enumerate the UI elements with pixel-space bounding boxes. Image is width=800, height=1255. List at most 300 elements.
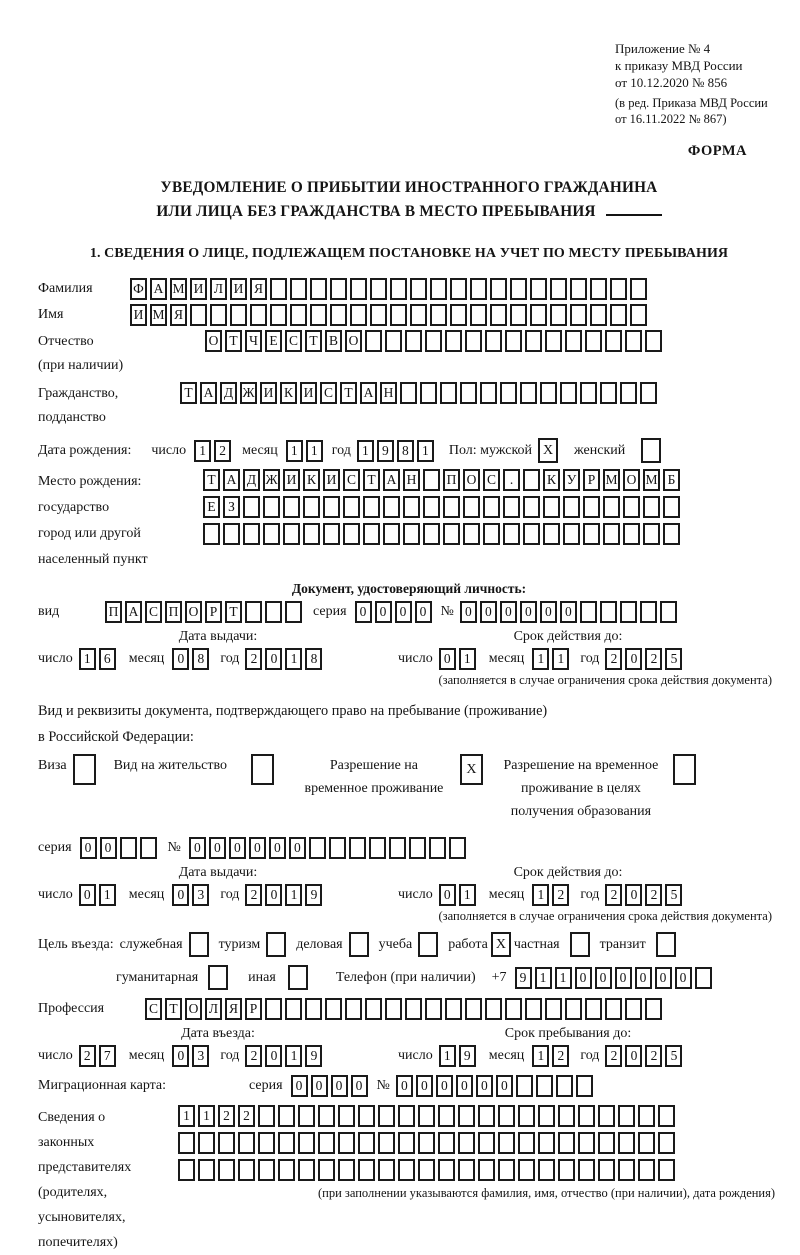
char-box: А xyxy=(383,469,400,491)
year-label: год xyxy=(580,887,600,902)
char-box: 2 xyxy=(645,648,662,670)
purpose-humanitarian-checkbox xyxy=(208,965,228,990)
expiry-date-heading: Срок действия до: xyxy=(513,629,623,644)
char-box: 0 xyxy=(351,1075,368,1097)
char-box xyxy=(418,1159,435,1181)
char-box xyxy=(518,1159,535,1181)
char-box xyxy=(578,1159,595,1181)
char-box xyxy=(460,382,477,404)
char-box xyxy=(440,382,457,404)
day-label: число xyxy=(398,1048,433,1063)
char-box xyxy=(620,382,637,404)
char-box xyxy=(358,1132,375,1154)
char-box xyxy=(560,382,577,404)
char-box xyxy=(590,278,607,300)
char-box: А xyxy=(200,382,217,404)
patronymic-boxes xyxy=(205,330,665,352)
char-box: 1 xyxy=(532,1045,549,1067)
char-box xyxy=(638,1159,655,1181)
char-box: А xyxy=(125,601,142,623)
representatives-label-line: усыновителях, xyxy=(38,1210,126,1225)
char-box xyxy=(530,278,547,300)
char-box: П xyxy=(165,601,182,623)
firstname-row xyxy=(38,304,780,326)
char-box: К xyxy=(280,382,297,404)
identity-doc-row xyxy=(38,601,780,623)
char-box xyxy=(478,1159,495,1181)
char-box: Я xyxy=(170,304,187,326)
char-box: 1 xyxy=(306,440,323,462)
char-box: 2 xyxy=(605,648,622,670)
expiry-date-heading: Срок действия до: xyxy=(513,865,623,880)
entry-date xyxy=(38,1045,398,1067)
char-box xyxy=(503,523,520,545)
visa-label: Виза xyxy=(38,758,67,773)
profession-label: Профессия xyxy=(38,1001,105,1016)
section1-heading: 1. СВЕДЕНИЯ О ЛИЦЕ, ПОДЛЕЖАЩЕМ ПОСТАНОВКЕ НА УЧЕТ ПО МЕСТУ ПРЕБЫВАНИЯ xyxy=(89,246,729,261)
representatives-row3 xyxy=(178,1159,775,1181)
birthplace-row1 xyxy=(203,469,683,491)
char-box xyxy=(658,1132,675,1154)
char-box xyxy=(463,496,480,518)
char-box: З xyxy=(223,496,240,518)
char-box xyxy=(643,496,660,518)
char-box: 0 xyxy=(675,967,692,989)
char-box xyxy=(329,837,346,859)
char-box xyxy=(663,523,680,545)
entry-purpose-row1 xyxy=(38,932,780,957)
char-box: Т xyxy=(203,469,220,491)
char-box: 2 xyxy=(245,884,262,906)
visa-checkbox xyxy=(73,754,96,785)
char-box xyxy=(556,1075,573,1097)
revision-line: (в ред. Приказа МВД России xyxy=(615,96,768,110)
surname-label: Фамилия xyxy=(38,281,93,296)
profession-boxes xyxy=(145,998,665,1020)
migration-card-label: Миграционная карта: xyxy=(38,1078,167,1093)
char-box xyxy=(540,382,557,404)
purpose-study-checkbox xyxy=(418,932,438,957)
char-box xyxy=(483,496,500,518)
representatives-caption: (при заполнении указываются фамилия, имя, отчество (при наличии), дата рождения) xyxy=(318,1186,776,1200)
char-box xyxy=(638,1105,655,1127)
char-box: 0 xyxy=(229,837,246,859)
char-box xyxy=(390,304,407,326)
char-box xyxy=(410,304,427,326)
representatives-label-line: Сведения о xyxy=(38,1110,106,1125)
char-box xyxy=(120,837,137,859)
char-box xyxy=(310,278,327,300)
char-box xyxy=(425,998,442,1020)
birthplace-label xyxy=(38,469,203,573)
char-box xyxy=(523,523,540,545)
char-box: И xyxy=(283,469,300,491)
char-box: 0 xyxy=(209,837,226,859)
char-box xyxy=(485,998,502,1020)
char-box xyxy=(290,304,307,326)
char-box xyxy=(190,304,207,326)
char-box xyxy=(600,601,617,623)
residence-permit-checkbox xyxy=(251,754,274,785)
purpose-label: Цель въезда: xyxy=(38,936,114,952)
char-box xyxy=(430,278,447,300)
char-box: 2 xyxy=(214,440,231,462)
char-box xyxy=(283,496,300,518)
char-box xyxy=(543,496,560,518)
revision-line: от 16.11.2022 № 867) xyxy=(615,112,727,126)
migration-series-boxes xyxy=(291,1075,371,1097)
entry-day-boxes xyxy=(79,1045,119,1067)
char-box: Д xyxy=(220,382,237,404)
char-box xyxy=(500,382,517,404)
doc-series-label: серия xyxy=(313,604,347,619)
residence-doc-line1: Вид и реквизиты документа, подтверждающего право на пребывание (проживание) xyxy=(38,703,548,719)
char-box xyxy=(178,1132,195,1154)
char-box: Ж xyxy=(240,382,257,404)
purpose-humanitarian-label: гуманитарная xyxy=(116,969,199,985)
char-box xyxy=(425,330,442,352)
char-box xyxy=(625,998,642,1020)
char-box: 0 xyxy=(456,1075,473,1097)
char-box: О xyxy=(463,469,480,491)
char-box xyxy=(643,523,660,545)
purpose-official-label: служебная xyxy=(119,936,183,952)
purpose-work-label: работа xyxy=(448,936,488,952)
char-box: 3 xyxy=(192,884,209,906)
char-box xyxy=(598,1132,615,1154)
char-box xyxy=(210,304,227,326)
char-box: 0 xyxy=(291,1075,308,1097)
char-box xyxy=(570,304,587,326)
char-box xyxy=(478,1132,495,1154)
char-box: И xyxy=(230,278,247,300)
surname-boxes xyxy=(130,278,650,300)
stay-until-date xyxy=(398,1045,685,1067)
char-box: 0 xyxy=(172,648,189,670)
char-box: 0 xyxy=(416,1075,433,1097)
char-box xyxy=(243,523,260,545)
char-box xyxy=(523,469,540,491)
char-box xyxy=(545,998,562,1020)
sex-male-checkbox: X xyxy=(538,438,558,463)
char-box: 0 xyxy=(520,601,537,623)
char-box xyxy=(565,330,582,352)
char-box xyxy=(695,967,712,989)
month-label: месяц xyxy=(242,442,278,458)
representatives-section xyxy=(38,1105,780,1255)
char-box xyxy=(658,1105,675,1127)
char-box xyxy=(600,382,617,404)
title-blank-underline xyxy=(606,214,662,216)
char-box xyxy=(303,496,320,518)
char-box xyxy=(400,382,417,404)
char-box xyxy=(605,330,622,352)
sex-label: Пол: мужской xyxy=(448,442,533,458)
char-box: 0 xyxy=(480,601,497,623)
char-box: 0 xyxy=(172,884,189,906)
char-box xyxy=(363,523,380,545)
char-box: 0 xyxy=(439,648,456,670)
char-box xyxy=(645,998,662,1020)
char-box xyxy=(478,1105,495,1127)
char-box xyxy=(578,1105,595,1127)
char-box xyxy=(338,1159,355,1181)
char-box xyxy=(550,304,567,326)
stay-until-heading: Срок пребывания до: xyxy=(504,1026,632,1041)
char-box xyxy=(238,1132,255,1154)
char-box xyxy=(545,330,562,352)
char-box xyxy=(358,1105,375,1127)
char-box xyxy=(610,304,627,326)
phone-boxes xyxy=(515,967,715,989)
char-box: Т xyxy=(225,330,242,352)
temp-residence-label: Разрешение на временное проживание xyxy=(304,758,444,796)
char-box: 2 xyxy=(645,884,662,906)
year-label: год xyxy=(580,1048,600,1063)
temp-residence-education-checkbox xyxy=(673,754,696,785)
char-box xyxy=(580,382,597,404)
char-box xyxy=(585,998,602,1020)
doc-type-label: вид xyxy=(38,604,60,619)
char-box xyxy=(498,1105,515,1127)
surname-row xyxy=(38,278,780,300)
char-box xyxy=(570,278,587,300)
purpose-private-checkbox xyxy=(570,932,590,957)
char-box xyxy=(223,523,240,545)
citizenship-boxes xyxy=(180,382,660,404)
char-box: 0 xyxy=(625,1045,642,1067)
char-box xyxy=(470,278,487,300)
char-box: 0 xyxy=(625,648,642,670)
char-box: 5 xyxy=(665,884,682,906)
char-box: Т xyxy=(225,601,242,623)
char-box xyxy=(598,1159,615,1181)
char-box: 0 xyxy=(635,967,652,989)
residence-issue-date xyxy=(38,884,398,906)
char-box xyxy=(350,278,367,300)
char-box: Т xyxy=(363,469,380,491)
profession-row xyxy=(38,998,780,1020)
permit-series-row xyxy=(38,837,780,859)
char-box xyxy=(378,1105,395,1127)
char-box xyxy=(358,1159,375,1181)
char-box xyxy=(383,523,400,545)
char-box xyxy=(398,1132,415,1154)
citizenship-row xyxy=(38,382,780,430)
char-box xyxy=(309,837,326,859)
char-box xyxy=(270,304,287,326)
char-box xyxy=(438,1105,455,1127)
permit-number-boxes xyxy=(189,837,469,859)
char-box: 5 xyxy=(665,1045,682,1067)
purpose-tourism-label: туризм xyxy=(218,936,261,952)
form-title-line2: ИЛИ ЛИЦА БЕЗ ГРАЖДАНСТВА В МЕСТО ПРЕБЫВАНИЯ xyxy=(156,203,596,220)
char-box xyxy=(278,1132,295,1154)
char-box xyxy=(330,278,347,300)
citizenship-label-line1: Гражданство, xyxy=(38,386,119,401)
char-box: 0 xyxy=(415,601,432,623)
char-box: 1 xyxy=(552,648,569,670)
until-month-boxes xyxy=(532,1045,572,1067)
char-box xyxy=(538,1132,555,1154)
char-box xyxy=(618,1132,635,1154)
char-box xyxy=(429,837,446,859)
char-box xyxy=(218,1159,235,1181)
char-box xyxy=(438,1159,455,1181)
identity-dates-section xyxy=(38,629,780,688)
char-box: Ч xyxy=(245,330,262,352)
month-label: месяц xyxy=(488,651,525,666)
char-box: 1 xyxy=(555,967,572,989)
char-box xyxy=(458,1159,475,1181)
issue-year-boxes xyxy=(245,648,325,670)
entry-date-heading: Дата въезда: xyxy=(181,1026,255,1041)
patronymic-row xyxy=(38,330,780,378)
purpose-other-checkbox xyxy=(288,965,308,990)
char-box xyxy=(605,998,622,1020)
until-day-boxes xyxy=(439,1045,479,1067)
char-box xyxy=(263,496,280,518)
char-box xyxy=(178,1159,195,1181)
char-box: М xyxy=(643,469,660,491)
char-box: Р xyxy=(583,469,600,491)
birthdate-month-boxes xyxy=(286,440,326,462)
char-box xyxy=(550,278,567,300)
permit-series-boxes xyxy=(80,837,160,859)
representatives-label xyxy=(38,1105,178,1255)
char-box: Я xyxy=(225,998,242,1020)
char-box xyxy=(350,304,367,326)
char-box: И xyxy=(300,382,317,404)
char-box: 0 xyxy=(172,1045,189,1067)
representatives-row1 xyxy=(178,1105,775,1127)
until-year-boxes xyxy=(605,1045,685,1067)
char-box xyxy=(660,601,677,623)
char-box: 0 xyxy=(496,1075,513,1097)
char-box: 0 xyxy=(375,601,392,623)
char-box xyxy=(385,330,402,352)
char-box: . xyxy=(503,469,520,491)
char-box xyxy=(365,330,382,352)
birthplace-row3-boxes xyxy=(203,523,683,545)
birthplace-section xyxy=(38,469,780,573)
representatives-row2-boxes xyxy=(178,1132,678,1154)
expiry-month-boxes xyxy=(532,884,572,906)
char-box: Е xyxy=(203,496,220,518)
char-box: 9 xyxy=(305,884,322,906)
char-box xyxy=(625,330,642,352)
char-box xyxy=(370,278,387,300)
char-box: 1 xyxy=(535,967,552,989)
char-box xyxy=(310,304,327,326)
char-box: С xyxy=(145,601,162,623)
char-box xyxy=(323,523,340,545)
expiry-day-boxes xyxy=(439,884,479,906)
char-box xyxy=(349,837,366,859)
char-box: О xyxy=(185,998,202,1020)
char-box: 5 xyxy=(665,648,682,670)
birthplace-label-line1: Место рождения: xyxy=(38,474,142,489)
char-box: 1 xyxy=(99,884,116,906)
issue-day-boxes xyxy=(79,648,119,670)
char-box xyxy=(378,1132,395,1154)
representatives-row2 xyxy=(178,1132,775,1154)
char-box xyxy=(330,304,347,326)
char-box xyxy=(558,1132,575,1154)
char-box: 0 xyxy=(289,837,306,859)
char-box xyxy=(278,1105,295,1127)
purpose-work-checkbox: X xyxy=(491,932,511,957)
char-box xyxy=(258,1159,275,1181)
char-box: С xyxy=(145,998,162,1020)
char-box xyxy=(663,496,680,518)
char-box: 2 xyxy=(645,1045,662,1067)
birthplace-row3 xyxy=(203,523,683,545)
char-box xyxy=(638,1132,655,1154)
birthdate-year-boxes xyxy=(357,440,437,462)
char-box: 2 xyxy=(245,648,262,670)
char-box xyxy=(385,998,402,1020)
char-box: 3 xyxy=(192,1045,209,1067)
char-box: П xyxy=(443,469,460,491)
phone-label: Телефон (при наличии) xyxy=(335,969,476,985)
char-box xyxy=(365,998,382,1020)
char-box xyxy=(518,1105,535,1127)
purpose-business-label: деловая xyxy=(296,936,343,952)
char-box: 0 xyxy=(189,837,206,859)
char-box: 0 xyxy=(476,1075,493,1097)
entry-year-boxes xyxy=(245,1045,325,1067)
temp-residence-education-label: Разрешение на временное проживание в целях получения образования xyxy=(503,758,659,819)
char-box: 0 xyxy=(575,967,592,989)
char-box: 9 xyxy=(305,1045,322,1067)
char-box: 9 xyxy=(459,1045,476,1067)
permit-number-label: № xyxy=(167,840,181,855)
char-box: Р xyxy=(205,601,222,623)
char-box xyxy=(140,837,157,859)
char-box xyxy=(618,1105,635,1127)
char-box xyxy=(465,330,482,352)
char-box xyxy=(238,1159,255,1181)
char-box xyxy=(510,278,527,300)
char-box xyxy=(543,523,560,545)
char-box xyxy=(490,304,507,326)
appendix-line: к приказу МВД России xyxy=(615,58,743,73)
purpose-transit-checkbox xyxy=(656,932,676,957)
char-box: 9 xyxy=(515,967,532,989)
representatives-label-line: попечителях) xyxy=(38,1235,118,1250)
expiry-note: (заполняется в случае ограничения срока действия документа) xyxy=(438,909,772,923)
char-box xyxy=(598,1105,615,1127)
char-box: 0 xyxy=(79,884,96,906)
doc-number-boxes xyxy=(460,601,680,623)
char-box: 6 xyxy=(99,648,116,670)
purpose-private-label: частная xyxy=(513,936,560,952)
representatives-row1-boxes xyxy=(178,1105,678,1127)
issue-day-boxes xyxy=(79,884,119,906)
char-box xyxy=(538,1105,555,1127)
char-box: 0 xyxy=(265,884,282,906)
month-label: месяц xyxy=(488,1048,525,1063)
char-box: С xyxy=(343,469,360,491)
char-box xyxy=(443,496,460,518)
issue-month-boxes xyxy=(172,884,212,906)
char-box: 1 xyxy=(439,1045,456,1067)
char-box xyxy=(258,1132,275,1154)
char-box xyxy=(390,278,407,300)
char-box xyxy=(458,1132,475,1154)
expiry-month-boxes xyxy=(532,648,572,670)
